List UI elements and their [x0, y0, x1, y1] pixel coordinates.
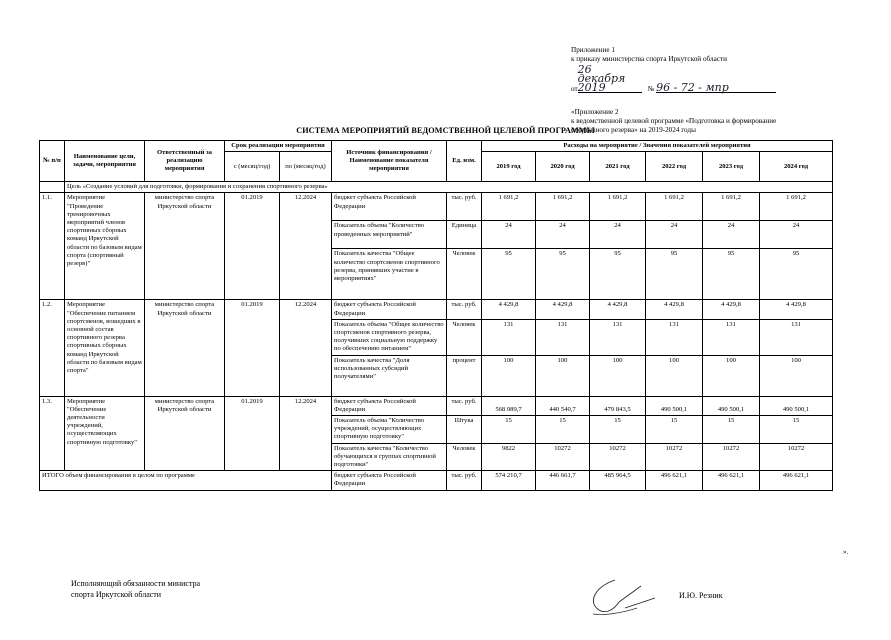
unit: тыс. руб. [447, 193, 482, 221]
period-from: 01.2019 [225, 193, 280, 300]
appendix-number-handwritten: 96 - 72 - мпр [656, 83, 776, 93]
source: Показатель объема "Количество учреждений, осуществляющих спортивную подготовку" [332, 416, 447, 444]
header-from: с (месяц/год) [225, 152, 280, 182]
value-cell: 24 [646, 221, 703, 249]
value-cell: 496 621,1 [760, 471, 833, 490]
value-cell: 4 429,8 [760, 300, 833, 319]
page-title: СИСТЕМА МЕРОПРИЯТИЙ ВЕДОМСТВЕННОЙ ЦЕЛЕВОЙ ПРОГРАММЫ [296, 126, 595, 135]
signature-name: И.Ю. Резник [679, 591, 723, 600]
row-number: 1.3. [40, 396, 65, 471]
header-year: 2019 год [482, 152, 536, 182]
value-cell: 479 843,5 [590, 396, 646, 415]
unit: тыс. руб. [447, 300, 482, 319]
appendix-from: от [571, 85, 578, 93]
value-cell: 496 621,1 [703, 471, 760, 490]
source: Показатель качества "Общее количество спортсменов спортивного резерва, принявших участие в мероприятиях" [332, 249, 447, 300]
source: Показатель объема "Количество проведенных мероприятий" [332, 221, 447, 249]
value-cell: 490 500,1 [760, 396, 833, 415]
header-no: № п/п [40, 141, 65, 182]
header-period: Срок реализации мероприятия [225, 141, 332, 152]
table-row [40, 396, 833, 415]
value-cell: 10272 [590, 443, 646, 471]
value-cell: 568 089,7 [482, 396, 536, 415]
table-row [40, 300, 833, 319]
value-cell: 485 964,5 [590, 471, 646, 490]
value-cell: 95 [646, 249, 703, 300]
header-row-1 [40, 141, 833, 152]
value-cell: 440 540,7 [536, 396, 590, 415]
header-year: 2024 год [760, 152, 833, 182]
value-cell: 490 500,1 [646, 396, 703, 415]
value-cell: 131 [482, 319, 536, 355]
responsible: министерство спорта Иркутской области [145, 300, 225, 396]
value-cell: 15 [536, 416, 590, 444]
appendix2-line3: спортивного резерва» на 2019-2024 годы [571, 126, 696, 134]
appendix-no: № [647, 85, 655, 93]
value-cell: 15 [590, 416, 646, 444]
value-cell: 131 [536, 319, 590, 355]
activity-name: Мероприятие "Проведение тренировочных мероприятий членов спортивных сборных команд Иркутской области по базовым видам спорта (спортивный резерв)" [65, 193, 145, 300]
value-cell: 100 [590, 355, 646, 396]
header-name: Наименование цели, задачи, мероприятия [65, 141, 145, 182]
table-row [40, 193, 833, 221]
value-cell: 24 [760, 221, 833, 249]
handwritten-signature [585, 572, 665, 622]
value-cell: 1 691,2 [646, 193, 703, 221]
appendix2-line1: «Приложение 2 [571, 108, 619, 116]
total-row [40, 471, 833, 490]
program-table [39, 140, 833, 491]
value-cell: 24 [590, 221, 646, 249]
unit: Штука [447, 416, 482, 444]
source: бюджет субъекта Российской Федерации [332, 471, 447, 490]
appendix-line2: к приказу министерства спорта Иркутской области [571, 55, 727, 63]
value-cell: 9822 [482, 443, 536, 471]
header-source: Источник финансирования / Наименование показателя мероприятия [332, 141, 447, 182]
value-cell: 100 [482, 355, 536, 396]
source: бюджет субъекта Российской Федерации [332, 193, 447, 221]
value-cell: 10272 [646, 443, 703, 471]
activity-name: Мероприятие "Обеспечение деятельности учреждений, осуществляющих спортивную подготовку" [65, 396, 145, 471]
header-to: по (месяц/год) [280, 152, 332, 182]
value-cell: 4 429,8 [482, 300, 536, 319]
value-cell: 131 [703, 319, 760, 355]
value-cell: 574 210,7 [482, 471, 536, 490]
value-cell: 131 [646, 319, 703, 355]
period-to: 12.2024 [280, 193, 332, 300]
period-to: 12.2024 [280, 396, 332, 471]
unit: Человек [447, 443, 482, 471]
value-cell: 496 621,1 [646, 471, 703, 490]
signature-title [71, 578, 200, 600]
value-cell: 4 429,8 [703, 300, 760, 319]
value-cell: 95 [760, 249, 833, 300]
header-responsible: Ответственный за реализацию мероприятия [145, 141, 225, 182]
value-cell: 10272 [760, 443, 833, 471]
unit: Единица [447, 221, 482, 249]
appendix-line1: Приложение 1 [571, 46, 615, 54]
responsible: министерство спорта Иркутской области [145, 396, 225, 471]
source: Показатель качества "Количество обучающихся в группах спортивной подготовки" [332, 443, 447, 471]
value-cell: 95 [482, 249, 536, 300]
value-cell: 100 [536, 355, 590, 396]
value-cell: 1 691,2 [590, 193, 646, 221]
value-cell: 4 429,8 [646, 300, 703, 319]
value-cell: 24 [536, 221, 590, 249]
value-cell: 15 [703, 416, 760, 444]
responsible: министерство спорта Иркутской области [145, 193, 225, 300]
unit: тыс. руб. [447, 396, 482, 415]
goal-row [40, 182, 833, 193]
period-from: 01.2019 [225, 300, 280, 396]
value-cell: 100 [703, 355, 760, 396]
value-cell: 95 [590, 249, 646, 300]
value-cell: 15 [646, 416, 703, 444]
value-cell: 1 691,2 [760, 193, 833, 221]
unit: тыс. руб. [447, 471, 482, 490]
signature-line1: Исполняющий обязанности министра [71, 579, 201, 588]
value-cell: 131 [760, 319, 833, 355]
value-cell: 15 [482, 416, 536, 444]
row-number: 1.1. [40, 193, 65, 300]
period-from: 01.2019 [225, 396, 280, 471]
closing-quote: ». [843, 548, 849, 556]
value-cell: 15 [760, 416, 833, 444]
header-unit: Ед. изм. [447, 141, 482, 182]
value-cell: 95 [703, 249, 760, 300]
header-year: 2022 год [646, 152, 703, 182]
value-cell: 10272 [536, 443, 590, 471]
header-year: 2020 год [536, 152, 590, 182]
goal-text: Цель «Создание условий для подготовки, формирования и сохранения спортивного резерва» [65, 182, 833, 193]
appendix-date-handwritten: 26 декабря 2019 [578, 65, 642, 93]
signature-line2: спорта Иркутской области [71, 590, 162, 599]
value-cell: 24 [482, 221, 536, 249]
value-cell: 100 [760, 355, 833, 396]
activity-name: Мероприятие "Обеспечение питанием спортсменов, вошедших в основной состав спортивного резерва спортивных сборных команд Иркутской области по базовым видам спорта" [65, 300, 145, 396]
value-cell: 95 [536, 249, 590, 300]
appendix-header [571, 46, 811, 135]
source: бюджет субъекта Российской Федерации [332, 300, 447, 319]
value-cell: 131 [590, 319, 646, 355]
header-costs: Расходы на мероприятие / Значения показателей мероприятия [482, 141, 833, 152]
value-cell: 446 661,7 [536, 471, 590, 490]
source: Показатель объема "Общее количество спортсменов спортивного резерва, получивших социальную поддержку по обеспечению питанием" [332, 319, 447, 355]
appendix-date-line [571, 65, 811, 94]
unit: Человек [447, 319, 482, 355]
value-cell: 4 429,8 [590, 300, 646, 319]
appendix2-line2: к ведомственной целевой программе «Подготовка и формирование [571, 117, 777, 125]
value-cell: 24 [703, 221, 760, 249]
value-cell: 1 691,2 [703, 193, 760, 221]
value-cell: 10272 [703, 443, 760, 471]
unit: процент [447, 355, 482, 396]
value-cell: 100 [646, 355, 703, 396]
row-number: 1.2. [40, 300, 65, 396]
period-to: 12.2024 [280, 300, 332, 396]
total-label: ИТОГО объем финансирования в целом по программе [40, 471, 332, 490]
value-cell: 1 691,2 [482, 193, 536, 221]
value-cell: 490 500,1 [703, 396, 760, 415]
source: бюджет субъекта Российской Федерации [332, 396, 447, 415]
value-cell: 4 429,8 [536, 300, 590, 319]
source: Показатель качества "Доля использованных субсидий получателями" [332, 355, 447, 396]
value-cell: 1 691,2 [536, 193, 590, 221]
unit: Человек [447, 249, 482, 300]
header-year: 2021 год [590, 152, 646, 182]
header-year: 2023 год [703, 152, 760, 182]
